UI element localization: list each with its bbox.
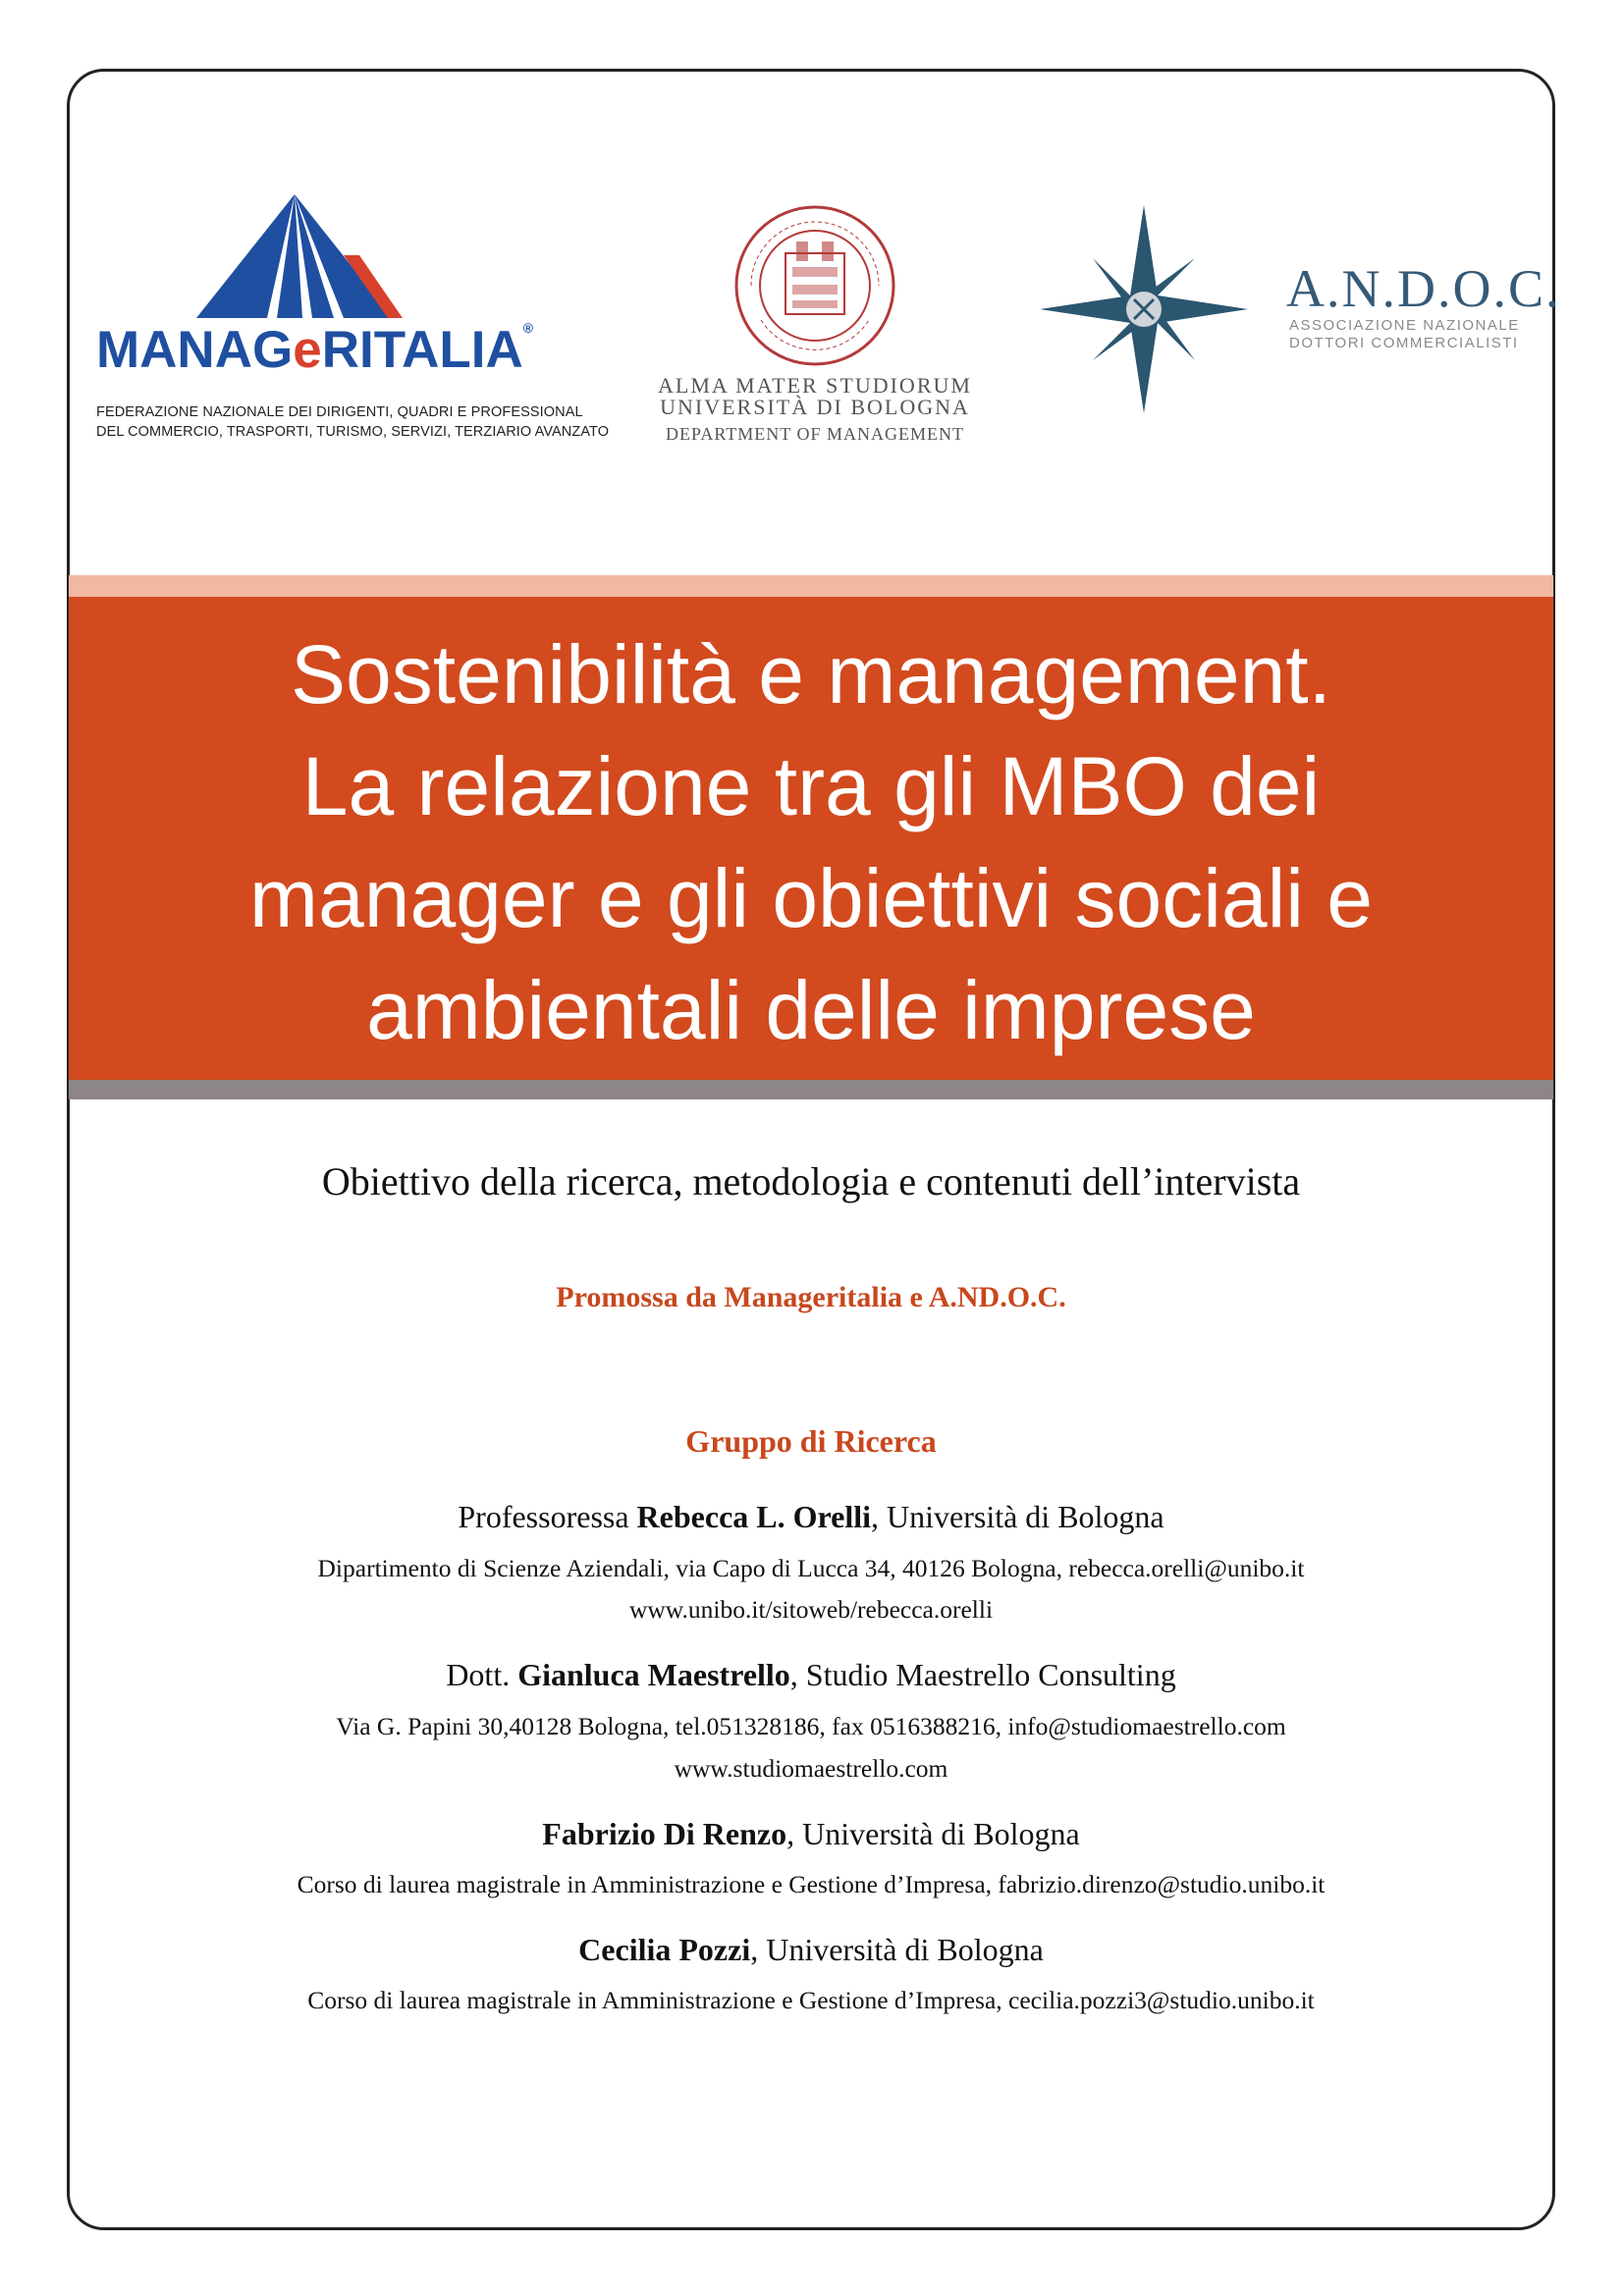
andoc-logo: [1036, 201, 1561, 417]
manageritalia-subtitle-line1: FEDERAZIONE NAZIONALE DEI DIRIGENTI, QUADRI E PROFESSIONAL: [96, 404, 583, 420]
researcher-website: www.studiomaestrello.com: [674, 1754, 948, 1783]
document-subtitle: Obiettivo della ricerca, metodologia e contenuti dell’intervista: [321, 1159, 1301, 1203]
document-title: [69, 618, 1553, 1066]
researcher-contact-line: Dipartimento di Scienze Aziendali, via Capo di Lucca 34, 40126 Bologna, rebecca.orelli@unibo.it: [317, 1554, 1305, 1582]
researcher-name-line: Dott. Gianluca Maestrello, Studio Maestrello Consulting: [446, 1657, 1176, 1692]
manageritalia-triangle-icon: [187, 192, 403, 320]
researcher-contact-line: Corso di laurea magistrale in Amministrazione e Gestione d’Impresa, fabrizio.direnzo@studio.unibo.it: [297, 1870, 1326, 1898]
title-line1: Sostenibilità e management.: [291, 628, 1331, 721]
researcher-contact-line: Via G. Papini 30,40128 Bologna, tel.051328186, fax 0516388216, info@studiomaestrello.com: [336, 1712, 1286, 1740]
unibo-logo: [648, 206, 982, 452]
manageritalia-wordmark: MANAGeRITALIA®: [96, 320, 534, 379]
unibo-line1: ALMA MATER STUDIORUM: [658, 373, 972, 398]
researcher-website: www.unibo.it/sitoweb/rebecca.orelli: [628, 1595, 994, 1624]
andoc-subtitle-line1: ASSOCIAZIONE NAZIONALE: [1289, 317, 1520, 334]
research-group-heading: Gruppo di Ricerca: [685, 1423, 937, 1459]
andoc-subtitle-line2: DOTTORI COMMERCIALISTI: [1289, 335, 1519, 351]
researcher-name-line: Fabrizio Di Renzo, Università di Bologna: [542, 1816, 1080, 1851]
manageritalia-logo: [96, 192, 610, 448]
manageritalia-subtitle-line2: DEL COMMERCIO, TRASPORTI, TURISMO, SERVIZI, TERZIARIO AVANZATO: [96, 424, 610, 440]
researcher-name-line: Professoressa Rebecca L. Orelli, Università di Bologna: [458, 1499, 1164, 1534]
promoted-by: Promossa da Manageritalia e A.ND.O.C.: [556, 1281, 1066, 1313]
andoc-title: A.N.D.O.C.: [1286, 259, 1561, 318]
title-band-bottom-stripe: [69, 1080, 1553, 1099]
unibo-line2: UNIVERSITÀ DI BOLOGNA: [660, 395, 970, 419]
title-line4: ambientali delle imprese: [366, 964, 1256, 1056]
compass-star-icon: [1036, 201, 1252, 417]
unibo-seal-icon: [731, 202, 898, 369]
unibo-line3: DEPARTMENT OF MANAGEMENT: [666, 424, 964, 444]
title-band-top-stripe: [69, 575, 1553, 597]
title-line2: La relazione tra gli MBO dei: [301, 740, 1321, 832]
title-line3: manager e gli obiettivi sociali e: [249, 852, 1373, 944]
researcher-name-line: Cecilia Pozzi, Università di Bologna: [578, 1932, 1044, 1967]
researcher-contact-line: Corso di laurea magistrale in Amministrazione e Gestione d’Impresa, cecilia.pozzi3@studio.unibo.it: [307, 1986, 1315, 2014]
